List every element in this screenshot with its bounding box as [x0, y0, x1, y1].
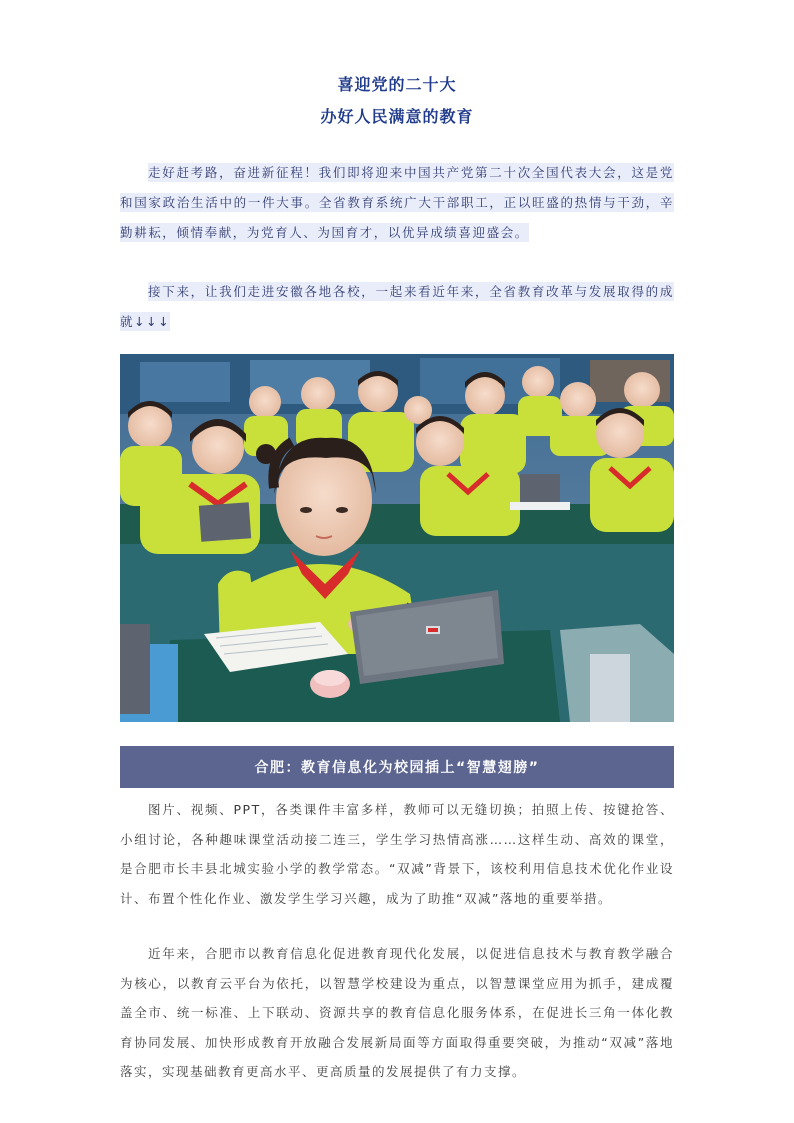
intro-paragraph-2: [120, 277, 674, 337]
intro-paragraph-1: [120, 158, 674, 248]
article-title-line2: 办好人民满意的教育: [320, 107, 474, 126]
intro-paragraph-1-text: 走好赶考路，奋进新征程！我们即将迎来中国共产党第二十次全国代表大会，这是党和国家政治生活中的一件大事。全省教育系统广大干部职工，正以旺盛的热情与干劲，辛勤耕耘，倾情奉献，为党育人、为国育才，以优异成绩喜迎盛会。: [120, 165, 674, 240]
body-paragraph-2: 近年来，合肥市以教育信息化促进教育现代化发展，以促进信息技术与教育教学融合为核心，以教育云平台为依托，以智慧学校建设为重点，以智慧课堂应用为抓手，建成覆盖全市、统一标准、上下联动、资源共享的教育信息化服务体系，在促进长三角一体化教育协同发展、加快形成教育开放融合发展新局面等方面取得重要突破，为推动“双减”落地落实，实现基础教育更高水平、更高质量的发展提供了有力支撑。: [120, 946, 674, 1079]
intro-paragraph-2-text: 接下来，让我们走进安徽各地各校，一起来看近年来，全省教育改革与发展取得的成就↓↓↓: [120, 284, 674, 329]
classroom-photo: [120, 354, 674, 722]
section-heading-text: 合肥：教育信息化为校园插上“智慧翅膀”: [254, 760, 540, 776]
article-title-line1: 喜迎党的二十大: [337, 75, 457, 94]
body-paragraph-1: 图片、视频、PPT，各类课件丰富多样，教师可以无缝切换；拍照上传、按键抢答、小组讨论，各种趣味课堂活动接二连三，学生学习热情高涨……这样生动、高效的课堂，是合肥市长丰县北城实验小学的教学常态。“双减”背景下，该校利用信息技术优化作业设计、布置个性化作业、激发学生学习兴趣，成为了助推“双减”落地的重要举措。: [120, 802, 674, 906]
section-heading-banner: [120, 746, 674, 788]
